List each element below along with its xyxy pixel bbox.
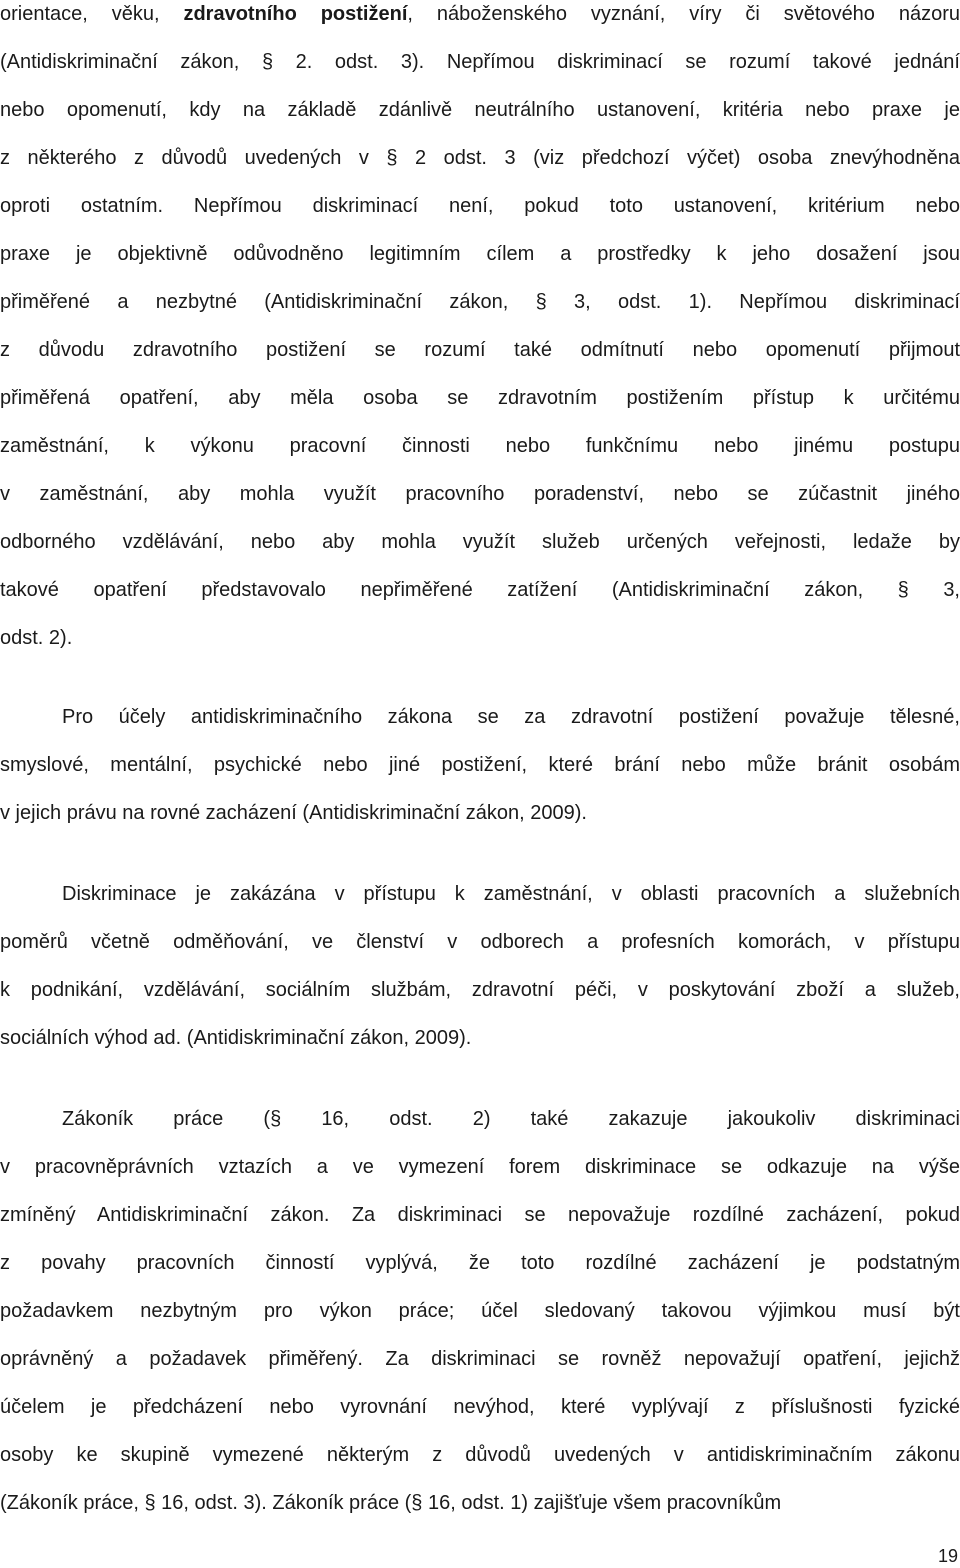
text-span: (Antidiskriminační zákon, § 2. odst. 3). Nepřímou diskriminací se rozumí takové jednání: [0, 51, 960, 73]
text-span: smyslové, mentální, psychické nebo jiné postižení, které brání nebo může bránit osobám: [0, 754, 960, 776]
text-span: z povahy pracovních činností vyplývá, že toto rozdílné zacházení je podstatným: [0, 1252, 960, 1274]
text-line: [0, 95, 960, 125]
text-line: [0, 623, 960, 653]
text-line: [0, 335, 960, 365]
text-line: [0, 1488, 960, 1518]
text-line: [0, 47, 960, 77]
text-span: Pro účely antidiskriminačního zákona se za zdravotní postižení považuje tělesné,: [62, 706, 960, 728]
text-span: sociálních výhod ad. (Antidiskriminační zákon, 2009).: [0, 1027, 472, 1049]
text-span: přiměřená opatření, aby měla osoba se zdravotním postižením přístup k určitému: [0, 387, 960, 409]
text-span: požadavkem nezbytným pro výkon práce; účel sledovaný takovou výjimkou musí být: [0, 1300, 960, 1322]
text-line: [0, 1200, 960, 1230]
text-span: k podnikání, vzdělávání, sociálním službám, zdravotní péči, v poskytování zboží a služeb,: [0, 979, 960, 1001]
text-line: [0, 750, 960, 780]
text-line: [0, 191, 960, 221]
text-line: [0, 575, 960, 605]
text-span: , náboženského vyznání, víry či světového názoru: [407, 3, 960, 25]
text-span: nebo opomenutí, kdy na základě zdánlivě neutrálního ustanovení, kritéria nebo praxe je: [0, 99, 960, 121]
text-line: [0, 1296, 960, 1326]
text-line: [0, 143, 960, 173]
text-line: [0, 383, 960, 413]
text-span: praxe je objektivně odůvodněno legitimním cílem a prostředky k jeho dosažení jsou: [0, 243, 960, 265]
text-span: Diskriminace je zakázána v přístupu k zaměstnání, v oblasti pracovních a služebních: [62, 883, 960, 905]
text-line: [0, 287, 960, 317]
text-line: [0, 1344, 960, 1374]
text-line: [0, 879, 960, 909]
text-span: z důvodu zdravotního postižení se rozumí také odmítnutí nebo opomenutí přijmout: [0, 339, 960, 361]
text-line: [0, 1392, 960, 1422]
text-span: v pracovněprávních vztazích a ve vymezení forem diskriminace se odkazuje na výše: [0, 1156, 960, 1178]
text-span: Zákoník práce (§ 16, odst. 2) také zakazuje jakoukoliv diskriminaci: [62, 1108, 960, 1130]
text-span: z některého z důvodů uvedených v § 2 odst. 3 (viz předchozí výčet) osoba znevýhodněna: [0, 147, 960, 169]
text-span: přiměřené a nezbytné (Antidiskriminační zákon, § 3, odst. 1). Nepřímou diskriminací: [0, 291, 960, 313]
text-line: [0, 1104, 960, 1134]
page-number: 19: [937, 1546, 958, 1566]
text-span: poměrů včetně odměňování, ve členství v odborech a profesních komorách, v přístupu: [0, 931, 960, 953]
text-line: [0, 1248, 960, 1278]
text-span: orientace, věku,: [0, 3, 184, 25]
text-line: [0, 479, 960, 509]
text-span: zmíněný Antidiskriminační zákon. Za diskriminaci se nepovažuje rozdílné zacházení, pokud: [0, 1204, 960, 1226]
text-span: odborného vzdělávání, nebo aby mohla využít služeb určených veřejnosti, ledaže by: [0, 531, 960, 553]
text-line: [0, 975, 960, 1005]
text-line: [0, 431, 960, 461]
text-span: v jejich právu na rovné zacházení (Antidiskriminační zákon, 2009).: [0, 802, 587, 824]
text-line: [0, 1152, 960, 1182]
text-span: v zaměstnání, aby mohla využít pracovního poradenství, nebo se zúčastnit jiného: [0, 483, 960, 505]
text-line: [0, 527, 960, 557]
text-span: (Zákoník práce, § 16, odst. 3). Zákoník práce (§ 16, odst. 1) zajišťuje všem pracovníkům: [0, 1492, 782, 1514]
bold-text: zdravotního postižení: [183, 3, 408, 25]
text-span: účelem je předcházení nebo vyrovnání nevýhod, které vyplývají z příslušnosti fyzické: [0, 1396, 960, 1418]
text-span: odst. 2).: [0, 627, 73, 649]
text-line: [0, 239, 960, 269]
text-line: [0, 798, 960, 828]
text-line: [0, 1023, 960, 1053]
text-span: oprávněný a požadavek přiměřený. Za diskriminaci se rovněž nepovažují opatření, jejichž: [0, 1348, 960, 1370]
text-line: [0, 702, 960, 732]
text-span: takové opatření představovalo nepřiměřené zatížení (Antidiskriminační zákon, § 3,: [0, 579, 960, 601]
text-line: [0, 1440, 960, 1470]
text-span: osoby ke skupině vymezené některým z důvodů uvedených v antidiskriminačním zákonu: [0, 1444, 960, 1466]
text-span: oproti ostatním. Nepřímou diskriminací není, pokud toto ustanovení, kritérium nebo: [0, 195, 960, 217]
text-span: zaměstnání, k výkonu pracovní činnosti nebo funkčnímu nebo jinému postupu: [0, 435, 960, 457]
text-line: [0, 927, 960, 957]
text-line: [0, 0, 960, 29]
